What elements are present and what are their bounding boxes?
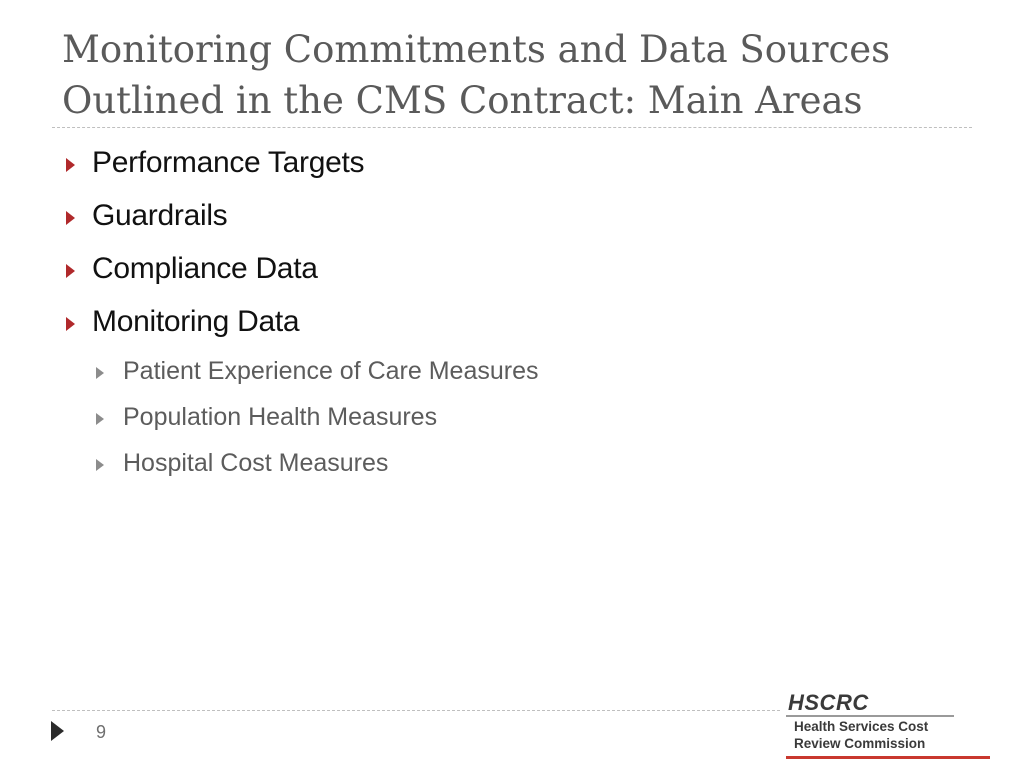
logo-acronym: HSCRC (788, 690, 869, 715)
title-divider (52, 127, 972, 128)
bullet-monitoring-data: Monitoring Data (92, 305, 300, 338)
bullet-triangle-icon (66, 211, 75, 225)
bullet-triangle-icon (66, 317, 75, 331)
logo-name-line-1: Health Services Cost (794, 719, 929, 734)
sub-bullet-triangle-icon (96, 367, 104, 379)
bullet-triangle-icon (66, 264, 75, 278)
slide-title (62, 24, 992, 126)
logo-divider (786, 715, 954, 717)
sub-bullet-triangle-icon (96, 459, 104, 471)
title-line-1: Monitoring Commitments and Data Sources (62, 28, 891, 71)
logo-name-line-2: Review Commission (794, 736, 926, 751)
bullet-performance-targets: Performance Targets (92, 146, 365, 179)
sub-bullet-patient-experience: Patient Experience of Care Measures (123, 357, 539, 385)
title-line-2: Outlined in the CMS Contract: Main Areas (62, 79, 863, 122)
bullet-triangle-icon (66, 158, 75, 172)
bullet-compliance-data: Compliance Data (92, 252, 318, 285)
sub-bullet-hospital-cost: Hospital Cost Measures (123, 449, 389, 477)
hscrc-logo (784, 688, 992, 760)
footer-divider (52, 710, 780, 711)
page-number: 9 (96, 722, 107, 742)
logo-accent-bar (786, 756, 990, 759)
next-slide-icon[interactable] (51, 721, 64, 741)
sub-bullet-triangle-icon (96, 413, 104, 425)
sub-bullet-population-health: Population Health Measures (123, 403, 438, 431)
bullet-guardrails: Guardrails (92, 199, 228, 232)
